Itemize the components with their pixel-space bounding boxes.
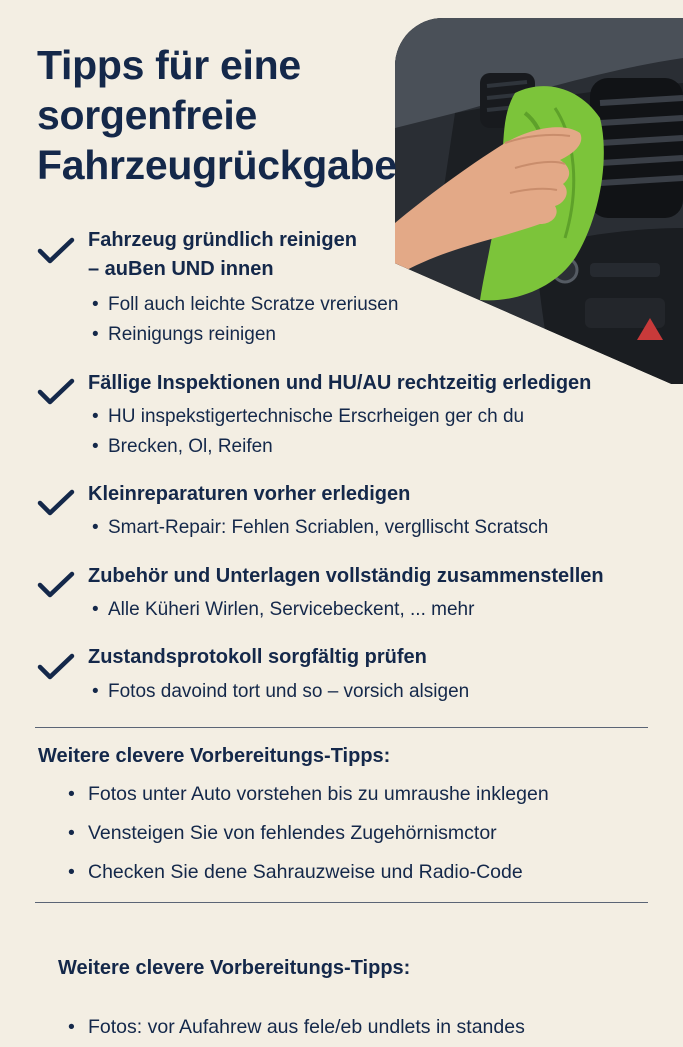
checkmark-icon: [37, 488, 75, 518]
tip-item: • Checken Sie dene Sahrauzweise und Radio-Code: [68, 853, 549, 892]
checkmark-icon: [37, 570, 75, 600]
checklist-item-heading: Kleinreparaturen vorher erledigen: [88, 483, 411, 505]
checkmark-icon: [37, 652, 75, 682]
title-line-3: Fahrzeugrückgabe: [37, 142, 397, 188]
checklist-subitems: [92, 402, 524, 462]
tip-item: • Vensteigen Sie von fehlendes Zugehörnismctor: [68, 814, 549, 853]
checklist-item-heading: Zubehör und Unterlagen vollständig zusammenstellen: [88, 565, 604, 587]
car-interior-cleaning-photo: [395, 18, 683, 384]
checklist-item-heading: Fahrzeug gründlich reinigen – auBen UND innen: [88, 229, 357, 280]
divider: [35, 727, 648, 728]
subitem: • HU inspekstigertechnische Erscrheigen ger ch du: [92, 402, 524, 432]
photo-illustration: [395, 18, 683, 384]
checkmark-icon: [37, 236, 75, 266]
subitem: • Smart-Repair: Fehlen Scriablen, vergllischt Scratsch: [92, 513, 548, 543]
section-title-tips-2: Weitere clevere Vorbereitungs-Tipps:: [58, 957, 411, 979]
checklist-subitems: [92, 290, 398, 350]
checkmark-icon: [37, 377, 75, 407]
subitem: • Brecken, Ol, Reifen: [92, 432, 524, 462]
subitem: • Alle Küheri Wirlen, Servicebeckent, ... mehr: [92, 595, 474, 625]
title-line-2: sorgenfreie: [37, 92, 257, 138]
divider: [35, 902, 648, 903]
tips-list-2: [68, 1008, 525, 1047]
page-title: [37, 40, 397, 190]
tip-item: • Fotos: vor Aufahrew aus fele/eb undlets in standes: [68, 1008, 525, 1047]
subitem: • Foll auch leichte Scratze vreriusen: [92, 290, 398, 320]
checklist-subitems: [92, 513, 548, 543]
checklist-subitems: [92, 595, 474, 625]
subitem: • Fotos davoind tort und so – vorsich alsigen: [92, 677, 469, 707]
tip-item: • Fotos unter Auto vorstehen bis zu umraushe inklegen: [68, 775, 549, 814]
checklist-subitems: [92, 677, 469, 707]
section-title-tips: Weitere clevere Vorbereitungs-Tipps:: [38, 745, 391, 767]
checklist-item-heading: Fällige Inspektionen und HU/AU rechtzeitig erledigen: [88, 372, 592, 394]
tips-list: [68, 775, 549, 892]
subitem: • Reinigungs reinigen: [92, 320, 398, 350]
checklist-item-heading: Zustandsprotokoll sorgfältig prüfen: [88, 646, 427, 668]
title-line-1: Tipps für eine: [37, 42, 301, 88]
